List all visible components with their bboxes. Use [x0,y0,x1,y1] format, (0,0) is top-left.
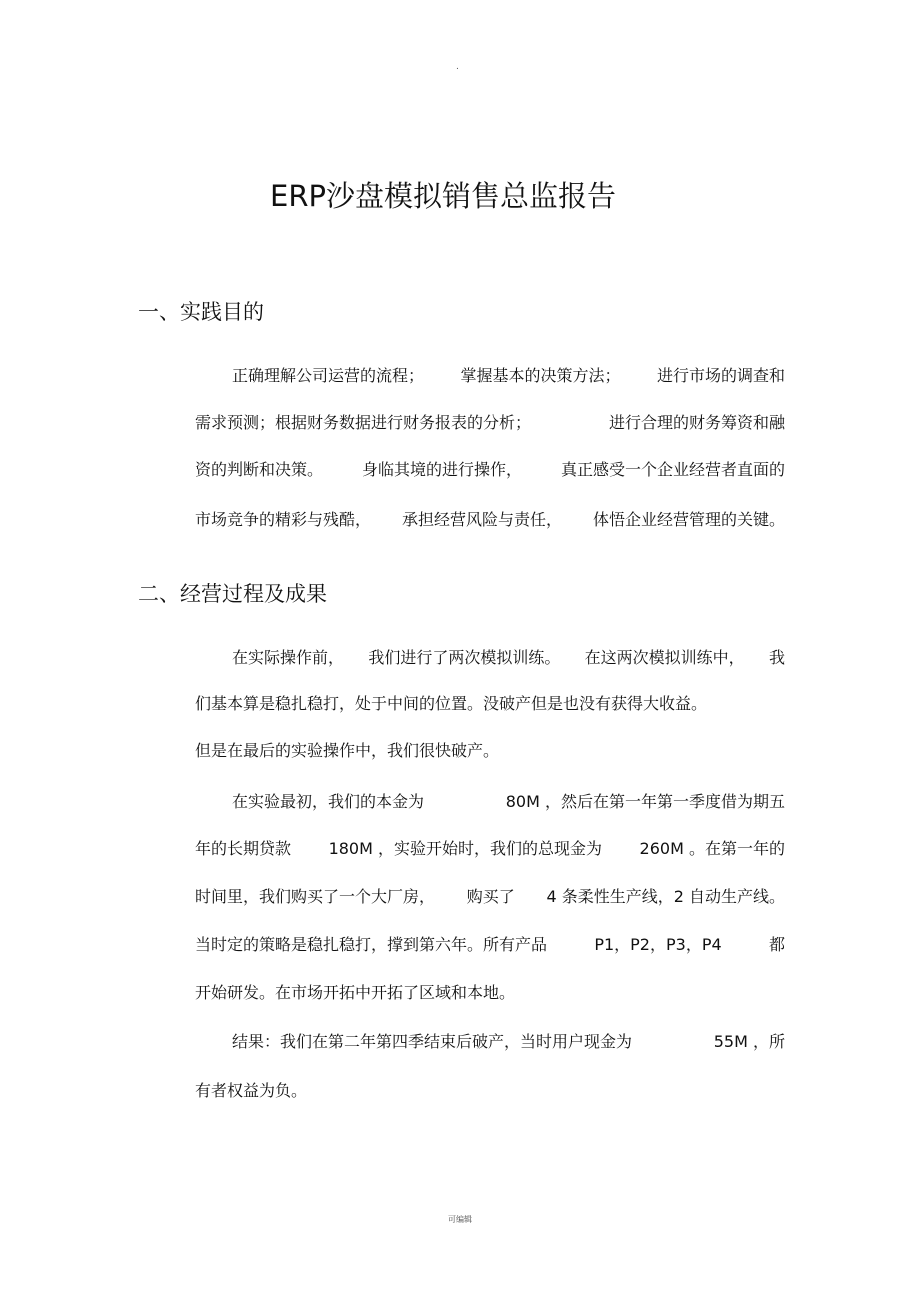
paragraph-line [195,983,785,1003]
text-segment: 体悟企业经营管理的关键。 [592,510,785,529]
text-segment: 资的判断和决策。 [195,460,324,479]
text-segment: 进行合理的财务筹资和融 [608,413,785,432]
page-footer: 可编辑 [448,1215,472,1224]
text-segment: 我 [768,648,785,667]
paragraph-line [232,1032,785,1052]
paragraph-line [232,648,785,668]
text-segment: 真正感受一个企业经营者直面的 [560,460,785,479]
text-segment: 260M 。在第一年的 [639,839,785,858]
text-segment: 在实验最初，我们的本金为 [232,792,425,811]
text-segment: 掌握基本的决策方法； [460,366,621,385]
text-segment: 在这两次模拟训练中， [584,648,745,667]
text-segment: 正确理解公司运营的流程； [232,366,425,385]
header-mark: . [456,62,459,72]
paragraph-line [232,366,785,386]
text-segment: 身临其境的进行操作， [361,460,522,479]
paragraph-line [195,694,785,714]
text-segment: 时间里，我们购买了一个大厂房， [195,887,436,906]
text-segment: P1，P2，P3，P4 [594,935,722,954]
paragraph-line [195,1081,785,1101]
section-heading-purpose: 一、实践目的 [138,300,264,324]
paragraph-line [195,839,785,859]
text-segment: 80M ，然后在第一年第一季度借为期五 [505,792,785,811]
text-segment: 需求预测；根据财务数据进行财务报表的分析； [195,413,532,432]
text-segment: 结果：我们在第二年第四季结束后破产，当时用户现金为 [232,1032,633,1051]
paragraph-line [195,935,785,955]
text-segment: 承担经营风险与责任， [401,510,562,529]
section-heading-process: 二、经营过程及成果 [138,582,327,606]
text-segment: 购买了 [466,887,515,906]
text-segment: 们基本算是稳扎稳打，处于中间的位置。没破产但是也没有获得大收益。 [195,694,708,713]
text-segment: 在实际操作前， [232,648,345,667]
document-title: ERP沙盘模拟销售总监报告 [270,179,616,214]
text-segment: 但是在最后的实验操作中，我们很快破产。 [195,741,500,760]
paragraph-line [195,887,785,907]
text-segment: 年的长期贷款 [195,839,292,858]
text-segment: 市场竞争的精彩与残酷， [195,510,372,529]
text-segment: 180M ，实验开始时，我们的总现金为 [328,839,602,858]
text-segment: 有者权益为负。 [195,1081,308,1100]
text-segment: 进行市场的调查和 [656,366,785,385]
text-segment: 当时定的策略是稳扎稳打，撑到第六年。所有产品 [195,935,548,954]
text-segment: 4 条柔性生产线，2 自动生产线。 [546,887,785,906]
text-segment: 开始研发。在市场开拓中开拓了区域和本地。 [195,983,516,1002]
paragraph-line [195,510,785,530]
paragraph-line [195,460,785,480]
paragraph-line [232,792,785,812]
text-segment: 都 [768,935,785,954]
paragraph-line [195,741,785,761]
paragraph-line [195,413,785,433]
text-segment: 我们进行了两次模拟训练。 [368,648,561,667]
text-segment: 55M ，所 [713,1032,785,1051]
